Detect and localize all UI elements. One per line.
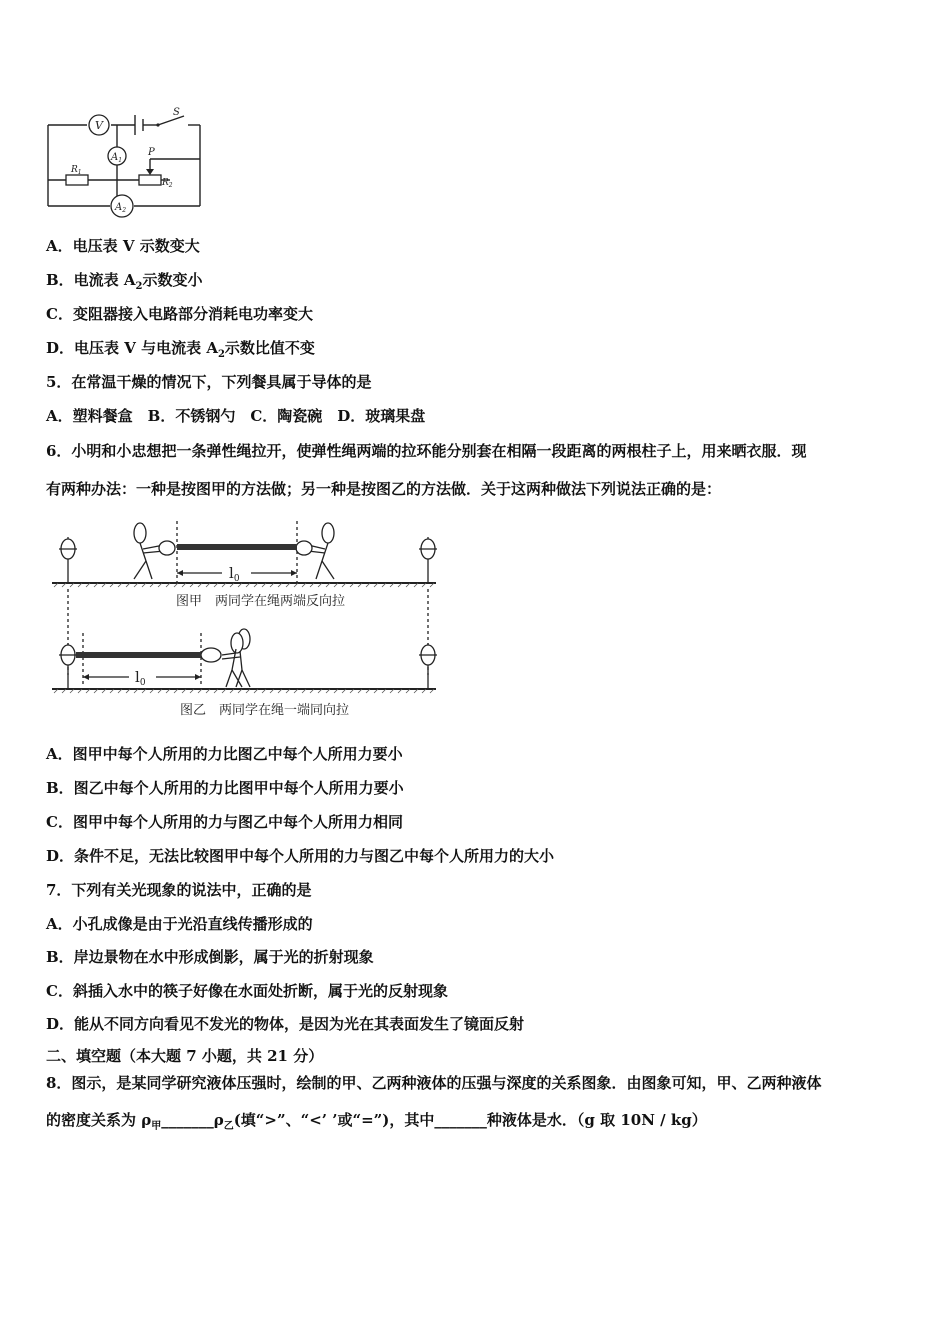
q4-option-b: B．电流表 $A_2$示数变小 [46, 271, 203, 292]
q4-option-c: C．变阻器接入电路部分消耗电功率变大 [46, 305, 313, 323]
rope-figure [46, 515, 446, 725]
q6-option-a: A．图甲中每个人所用的力比图乙中每个人所用力要小 [46, 745, 403, 763]
rope-length-label-b: $l_0$ [135, 668, 146, 688]
q8-line1: 8．图示，是某同学研究液体压强时，绘制的甲、乙两种液体的压强与深度的关系图象．由图象可知，甲、乙两种液体 [46, 1074, 822, 1092]
q6-stem-line2: 有两种办法：一种是按图甲的方法做；另一种是按图乙的方法做．关于这两种做法下列说法正确的是： [46, 480, 722, 498]
q6-stem-line1: 6．小明和小忠想把一条弹性绳拉开，使弹性绳两端的拉环能分别套在相隔一段距离的两根柱子上，用来晒衣服．现 [46, 442, 807, 460]
q7-option-c: C．斜插入水中的筷子好像在水面处折断，属于光的反射现象 [46, 982, 448, 1000]
q8-blank-2[interactable]: _______ [434, 1111, 487, 1129]
voltmeter-label: V [95, 119, 103, 132]
q7-option-b: B．岸边景物在水中形成倒影，属于光的折射现象 [46, 948, 374, 966]
rope-length-label-a: $l_0$ [229, 564, 240, 584]
figure-a-caption: 图甲 两同学在绳两端反向拉 [176, 594, 346, 609]
r1-label: $R_1$ [71, 165, 82, 176]
section-heading: 二、填空题（本大题 7 小题，共 21 分） [46, 1047, 324, 1065]
r2-label: $R_2$ [162, 178, 173, 189]
ammeter-a2-label: $A_2$ [115, 202, 127, 214]
switch-label: S [173, 107, 180, 118]
q6-option-d: D．条件不足，无法比较图甲中每个人所用的力与图乙中每个人所用力的大小 [46, 847, 555, 865]
q8-blank-1[interactable]: _______ [161, 1111, 214, 1129]
q7-option-d: D．能从不同方向看见不发光的物体，是因为光在其表面发生了镜面反射 [46, 1015, 525, 1033]
q7-option-a: A．小孔成像是由于光沿直线传播形成的 [46, 915, 313, 933]
slider-label: P [148, 147, 155, 158]
circuit-diagram [40, 105, 210, 220]
q8-line2: 的密度关系为 $\rho_甲\_\_\_\_\_\_\_\rho_乙$(填“>”、“<’ ’或“=”)，其中_______种液体是水．（g 取 10N / kg） [46, 1111, 707, 1132]
q5-stem: 5．在常温干燥的情况下，下列餐具属于导体的是 [46, 373, 372, 391]
q4-option-a: A．电压表 V 示数变大 [46, 237, 200, 255]
q6-option-c: C．图甲中每个人所用的力与图乙中每个人所用力相同 [46, 813, 403, 831]
figure-b-caption: 图乙 两同学在绳一端同向拉 [180, 703, 350, 718]
q7-stem: 7．下列有关光现象的说法中，正确的是 [46, 881, 312, 899]
q5-options: A．塑料餐盒 B．不锈钢勺 C．陶瓷碗 D．玻璃果盘 [46, 407, 426, 425]
q6-option-b: B．图乙中每个人所用的力比图甲中每个人所用力要小 [46, 779, 404, 797]
q4-option-d: D．电压表 V 与电流表 $A_2$示数比值不变 [46, 339, 315, 360]
ammeter-a1-label: $A_1$ [111, 152, 123, 164]
